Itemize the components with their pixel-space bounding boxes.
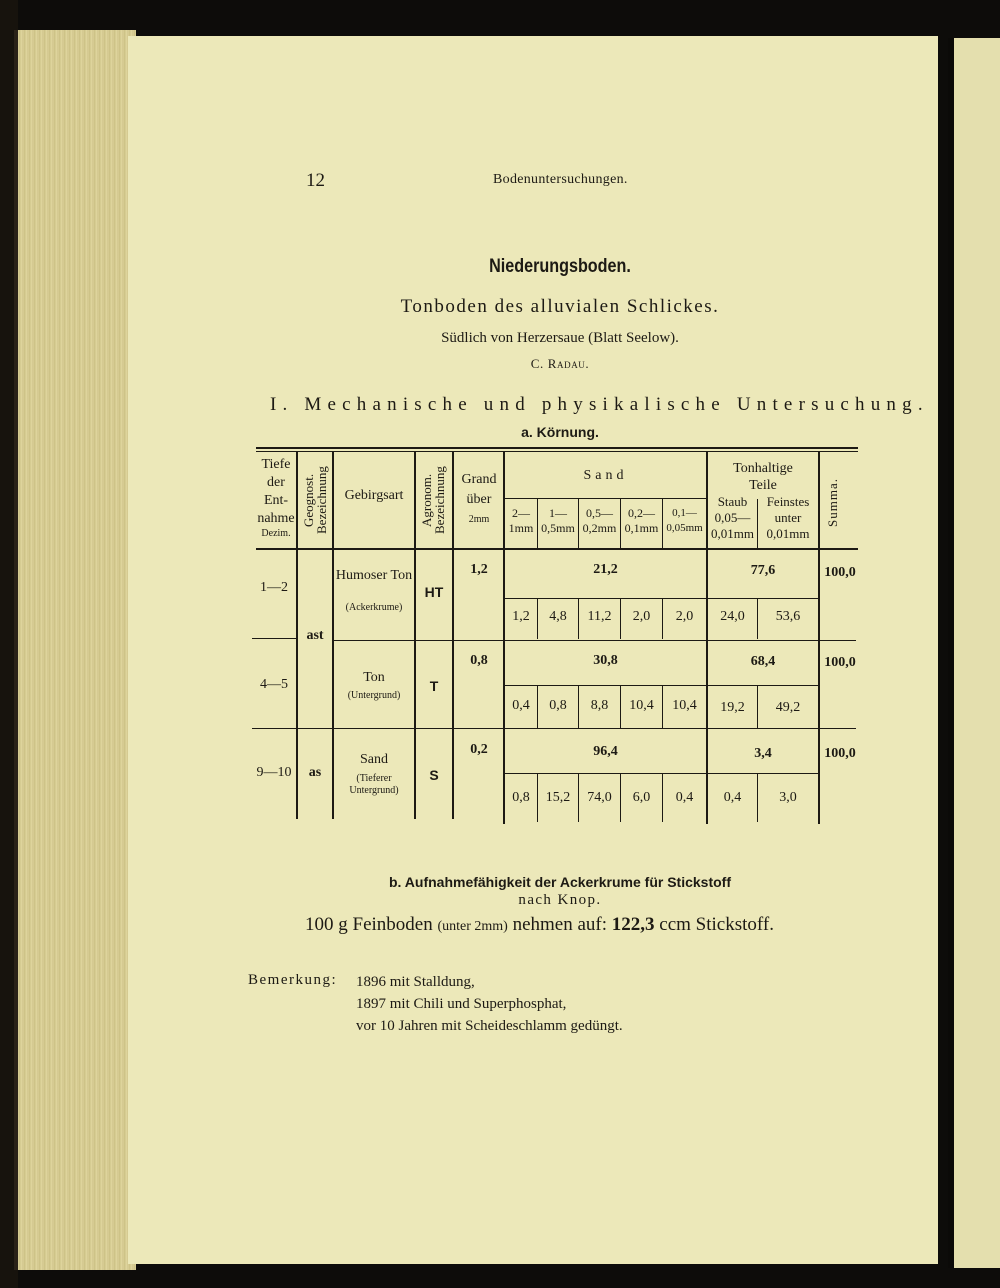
section-heading-1: I. Mechanische und physikalische Untersuchung. bbox=[270, 394, 929, 415]
row3-sand-total: 96,4 bbox=[593, 744, 618, 759]
header-sand-col-2: 1—0,5mm bbox=[541, 506, 575, 535]
header-staub-l1: Staub bbox=[717, 494, 748, 509]
header-sand: Sand bbox=[583, 468, 628, 483]
row1-sand-2: 4,8 bbox=[549, 609, 567, 624]
header-sand-col-1: 2—1mm bbox=[508, 506, 534, 535]
header-tiefe-l4: nahme bbox=[257, 511, 295, 526]
row2-sand-2: 0,8 bbox=[549, 698, 567, 713]
row-rule-2 bbox=[252, 728, 856, 729]
header-sand-col-3: 0,5—0,2mm bbox=[582, 506, 617, 535]
facing-page bbox=[948, 38, 1000, 1268]
row2-tiefe: 4—5 bbox=[260, 677, 288, 692]
result-value: 122,3 bbox=[611, 914, 655, 935]
header-feinstes bbox=[758, 494, 818, 542]
row3-summa: 100,0 bbox=[824, 746, 856, 761]
header-rule bbox=[256, 548, 858, 550]
row2-sand-5: 10,4 bbox=[672, 698, 697, 713]
row3-gebirgsart-note: (Tieferer Untergrund) bbox=[349, 773, 399, 796]
geognost-shared: ast bbox=[306, 628, 324, 643]
section-heading-b: b. Aufnahmefähigkeit der Ackerkrume für Stickstoff bbox=[388, 874, 732, 890]
row1-sand-5: 2,0 bbox=[675, 609, 694, 624]
row3-sand-3: 74,0 bbox=[587, 790, 612, 805]
row2-feinstes: 49,2 bbox=[775, 700, 801, 715]
header-sand-col-5: 0,1—0,05mm bbox=[666, 507, 703, 534]
table-top-rule-2 bbox=[256, 451, 858, 452]
header-ton-l2: Teile bbox=[749, 478, 777, 493]
row-rule-1b bbox=[332, 640, 856, 641]
result-paren: (unter 2mm) bbox=[437, 919, 508, 934]
header-grand bbox=[454, 470, 504, 530]
row2-gebirgsart-note: (Untergrund) bbox=[347, 690, 401, 701]
row3-ton-total: 3,4 bbox=[754, 746, 772, 761]
row3-grand: 0,2 bbox=[470, 742, 488, 757]
header-tiefe-l3: Ent- bbox=[263, 493, 289, 508]
table-top-rule bbox=[256, 447, 858, 449]
row2-grand: 0,8 bbox=[470, 653, 488, 668]
row1-summa: 100,0 bbox=[824, 565, 856, 580]
row3-sand-1: 0,8 bbox=[512, 790, 530, 805]
result-suffix: ccm Stickstoff. bbox=[659, 914, 774, 935]
page-edges bbox=[14, 30, 136, 1270]
row1-sand-total: 21,2 bbox=[593, 562, 618, 577]
row3-sand-5: 0,4 bbox=[675, 790, 694, 805]
remark-line-1: 1896 mit Stalldung, bbox=[356, 974, 475, 990]
row1-sand-1: 1,2 bbox=[512, 609, 530, 624]
section-b-subtitle: nach Knop. bbox=[518, 892, 602, 908]
row2-staub: 19,2 bbox=[720, 700, 745, 715]
section-heading-a: a. Körnung. bbox=[521, 424, 599, 440]
header-tiefe bbox=[256, 456, 296, 528]
row1-staub: 24,0 bbox=[720, 609, 745, 624]
row1-ton-total: 77,6 bbox=[750, 563, 776, 578]
result-prefix: 100 g Feinboden bbox=[305, 914, 433, 935]
row3-gebirgsart: Sand bbox=[360, 752, 388, 767]
page-title: Niederungsboden. bbox=[489, 256, 631, 277]
header-grand-l2: über bbox=[466, 492, 492, 507]
remark-label: Bemerkung: bbox=[248, 972, 338, 988]
row-rule-1a bbox=[252, 638, 296, 639]
col-rule-7 bbox=[818, 452, 820, 824]
header-staub bbox=[708, 494, 757, 542]
row1-sand-4: 2,0 bbox=[632, 609, 651, 624]
row3-staub: 0,4 bbox=[723, 790, 742, 805]
row3-sand-2: 15,2 bbox=[545, 790, 571, 805]
row2-agronom: T bbox=[429, 678, 439, 694]
row3-tiefe: 9—10 bbox=[256, 765, 292, 780]
book-page bbox=[128, 36, 938, 1264]
header-tiefe-unit: Dezim. bbox=[261, 528, 291, 539]
row1-feinstes: 53,6 bbox=[775, 609, 801, 624]
header-grand-l1: Grand bbox=[461, 472, 497, 487]
header-geognost: Geognost. Bezeichnung bbox=[301, 466, 329, 534]
header-tiefe-l2: der bbox=[267, 475, 285, 490]
header-agronom: Agronom. Bezeichnung bbox=[419, 466, 447, 534]
row3-feinstes: 3,0 bbox=[779, 790, 797, 805]
header-ton-l1: Tonhaltige bbox=[733, 461, 793, 476]
header-feinstes-l2: unter bbox=[774, 510, 802, 525]
row1-sand-3: 11,2 bbox=[587, 609, 612, 624]
running-title: Bodenuntersuchungen. bbox=[493, 172, 628, 187]
header-tiefe-l1: Tiefe bbox=[261, 457, 291, 472]
row3-agronom: S bbox=[429, 767, 439, 783]
row2-sand-1: 0,4 bbox=[512, 698, 530, 713]
col-rule-3 bbox=[414, 452, 416, 819]
sand-sub-rule bbox=[504, 498, 708, 499]
result-line bbox=[305, 914, 774, 936]
row1-agronom: HT bbox=[424, 584, 444, 600]
row3-geognost: as bbox=[308, 765, 322, 780]
location: Südlich von Herzersaue (Blatt Seelow). bbox=[441, 330, 679, 346]
row3-sand-4: 6,0 bbox=[632, 790, 651, 805]
row2-sand-4: 10,4 bbox=[629, 698, 654, 713]
row2-summa: 100,0 bbox=[824, 655, 856, 670]
header-gebirgsart: Gebirgsart bbox=[344, 488, 404, 503]
remark-line-3: vor 10 Jahren mit Scheideschlamm gedüngt. bbox=[356, 1018, 623, 1034]
page-number: 12 bbox=[306, 170, 325, 191]
row2-sand-total: 30,8 bbox=[593, 653, 618, 668]
header-sand-col-4: 0,2—0,1mm bbox=[624, 506, 659, 535]
row2-sand-3: 8,8 bbox=[590, 698, 609, 713]
header-feinstes-l1: Feinstes bbox=[766, 494, 810, 509]
header-grand-l3: 2mm bbox=[468, 514, 490, 525]
row1-tiefe: 1—2 bbox=[260, 580, 288, 595]
header-feinstes-l3: 0,01mm bbox=[766, 526, 810, 541]
row2-gebirgsart: Ton bbox=[363, 670, 385, 685]
remark-line-2: 1897 mit Chili und Superphosphat, bbox=[356, 996, 567, 1012]
header-summa: Summa. bbox=[825, 478, 840, 527]
header-ton bbox=[708, 460, 818, 494]
result-middle: nehmen auf: bbox=[512, 914, 608, 935]
header-staub-l3: 0,01mm bbox=[711, 526, 754, 541]
header-staub-l2: 0,05— bbox=[714, 510, 751, 525]
row2-ton-total: 68,4 bbox=[750, 654, 776, 669]
row1-gebirgsart-note: (Ackerkrume) bbox=[345, 602, 403, 613]
subtitle: Tonboden des alluvialen Schlickes. bbox=[400, 296, 720, 317]
row1-grand: 1,2 bbox=[470, 562, 488, 577]
row1-gebirgsart: Humoser Ton bbox=[335, 568, 413, 583]
author: C. Radau. bbox=[530, 356, 590, 371]
